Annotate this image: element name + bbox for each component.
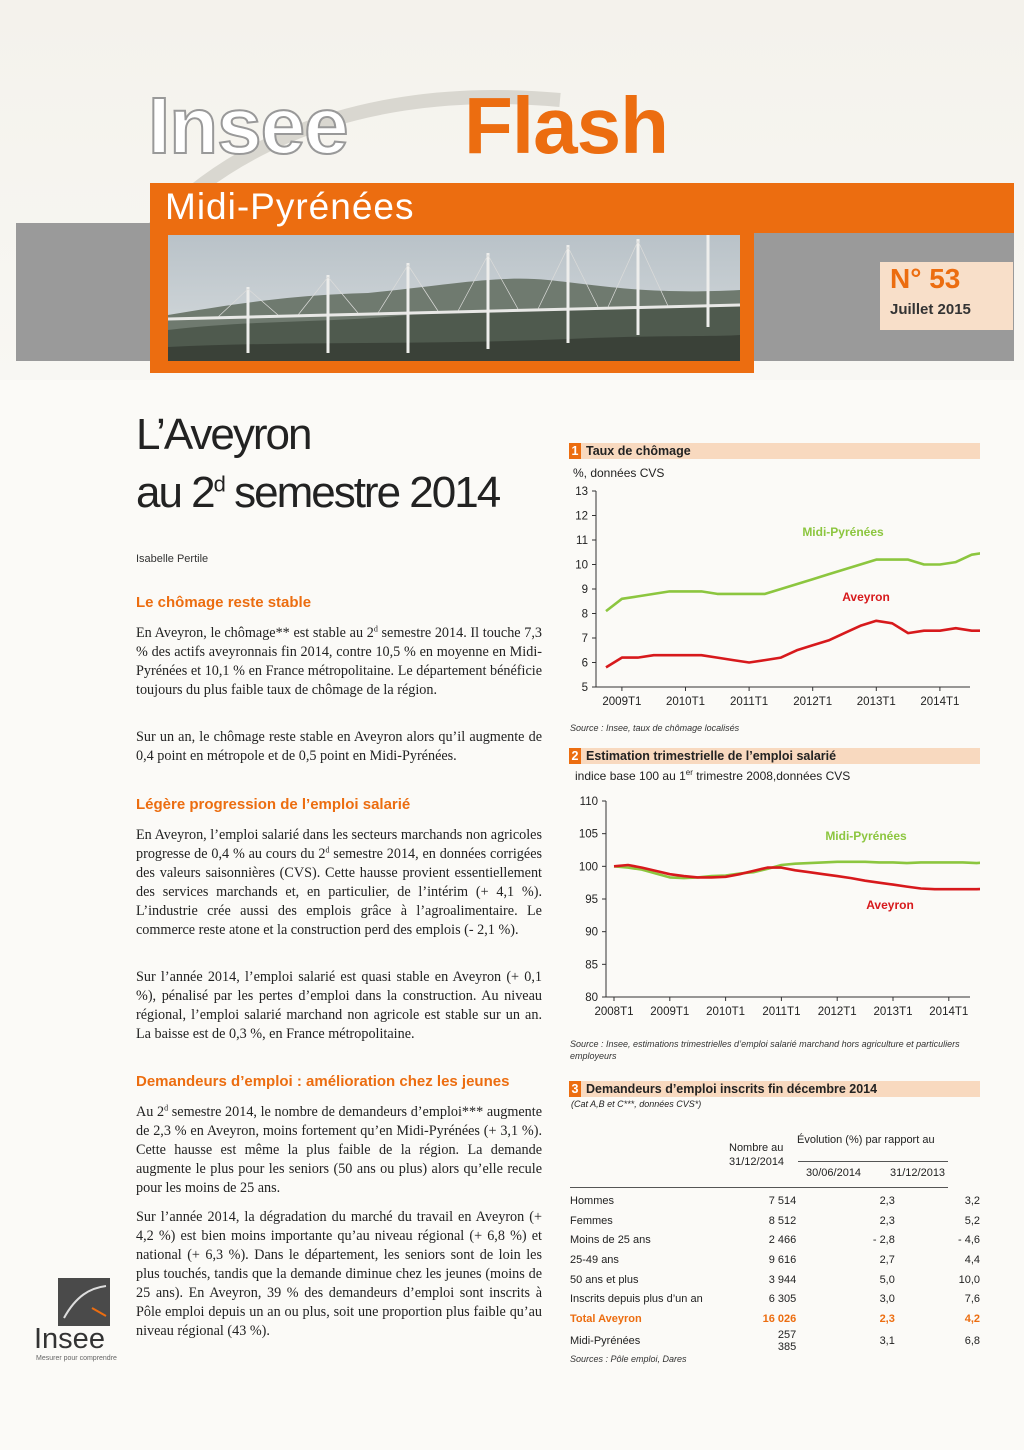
table-cell-v2: 7,6 [964, 1293, 980, 1306]
y-tick-label: 95 [585, 894, 598, 906]
table-row [570, 1270, 980, 1290]
title-sup: d [213, 471, 224, 497]
article-title-line2 [136, 468, 499, 518]
unit-part: trimestre 2008,données CVS [692, 769, 851, 783]
table-cell-v2: 6,8 [964, 1334, 980, 1347]
x-tick-label: 2010T1 [665, 696, 706, 708]
col-header-evol: Évolution (%) par rapport au [797, 1134, 935, 1146]
figure-number: 1 [569, 443, 581, 459]
table-cell-label: Midi-Pyrénées [570, 1334, 641, 1347]
figure3-source: Sources : Pôle emploi, Dares [570, 1354, 687, 1364]
table-cell-count: 9 616 [768, 1253, 797, 1266]
table-row [570, 1289, 980, 1309]
table-cell-v1: 5,0 [879, 1273, 895, 1286]
y-tick-label: 8 [581, 608, 588, 621]
figure3-heading [569, 1081, 980, 1097]
table-cell-count: 16 026 [762, 1312, 797, 1325]
x-tick-label: 2012T1 [793, 696, 833, 708]
table-row [570, 1309, 980, 1329]
ordinal-sup: d [164, 1103, 169, 1113]
table-row [570, 1230, 980, 1250]
insee-logo-mark [58, 1278, 110, 1326]
x-tick-label: 2009T1 [602, 696, 642, 708]
x-tick-label: 2012T1 [817, 1006, 857, 1018]
table-cell-v2: 4,2 [964, 1312, 980, 1325]
y-tick-label: 12 [575, 510, 588, 523]
y-tick-label: 10 [575, 559, 588, 572]
issue-date: Juillet 2015 [890, 301, 971, 318]
table-cell-count: 257 385 [777, 1328, 797, 1353]
figure1-source: Source : Insee, taux de chômage localisés [570, 723, 740, 733]
table-cell-v2: - 4,6 [957, 1234, 980, 1247]
paragraph: Sur l’année 2014, l’emploi salarié est quasi stable en Aveyron (+ 0,1 %), pénalisé par les pertes d’emploi dans la construction. Au niveau régional, l’emploi salarié marchand non agricole est stable sur un an. La baisse est de 0,3 %, en France métropolitaine. [136, 969, 542, 1042]
region-name: Midi-Pyrénées [165, 186, 415, 227]
series-label: Aveyron [866, 898, 914, 912]
x-tick-label: 2010T1 [706, 1006, 746, 1018]
paragraph: En Aveyron, l’emploi salarié dans les secteurs marchands non agricoles progresse de 0,4 % au cours du 2$^d$ semestre 2014, en données corrigées des valeurs saisonnières (CVS). Cette hausse provient essentiellement des services marchands et, en particulier, de l’intérim (+ 4,1 %). L’industrie crée aussi des emplois grâce à l’agroalimentaire. Le commerce reste atone et la construction perd des emplois (- 2,1 %). [136, 827, 543, 938]
ordinal-sup: d [373, 624, 378, 634]
table-row [570, 1211, 980, 1231]
table-cell-label: 50 ans et plus [570, 1273, 639, 1286]
table-cell-v1: 2,3 [879, 1194, 895, 1207]
y-tick-label: 110 [579, 796, 598, 808]
figure-title: Estimation trimestrielle de l’emploi salarié [586, 749, 837, 763]
figure2-unit [575, 769, 850, 783]
x-tick-label: 2014T1 [920, 696, 960, 708]
table-cell-v2: 4,4 [964, 1253, 980, 1266]
table-cell-count: 7 514 [768, 1194, 797, 1207]
x-tick-label: 2013T1 [856, 696, 896, 708]
section-heading: Légère progression de l’emploi salarié [136, 796, 411, 813]
table-cell-label: Inscrits depuis plus d’un an [570, 1293, 703, 1306]
section-heading: Le chômage reste stable [136, 594, 312, 611]
insee-logo-text: Insee [34, 1323, 105, 1355]
figure2-source: Source : Insee, estimations trimestrielles d’emploi salarié marchand hors agriculture et particuliers employeurs [570, 1039, 960, 1061]
employment-chart [560, 788, 980, 1030]
table-cell-label: Hommes [570, 1194, 615, 1207]
section-heading: Demandeurs d’emploi : amélioration chez les jeunes [136, 1073, 510, 1090]
y-tick-label: 13 [575, 486, 588, 498]
series-line-midi-pyr-n-es [606, 552, 980, 611]
figure1-unit: %, données CVS [573, 466, 665, 480]
table-cell-count: 3 944 [768, 1273, 797, 1286]
col-header-date1: 30/06/2014 [806, 1167, 862, 1179]
figure1-heading [569, 443, 980, 459]
table-cell-v1: 2,3 [879, 1312, 895, 1325]
figure-title: Taux de chômage [586, 444, 691, 458]
issue-number: N° 53 [890, 263, 961, 294]
x-tick-label: 2011T1 [730, 696, 769, 708]
title-part: semestre 2014 [223, 468, 500, 517]
title-part: au 2 [136, 468, 214, 517]
series-label: Midi-Pyrénées [825, 829, 907, 843]
table-cell-v1: 2,3 [879, 1214, 895, 1227]
unit-sup: er [685, 768, 693, 777]
y-tick-label: 105 [578, 828, 598, 841]
y-tick-label: 11 [576, 535, 588, 547]
article-title-line1: L’Aveyron [136, 410, 311, 459]
y-tick-label: 6 [581, 657, 588, 670]
y-tick-label: 100 [578, 861, 598, 874]
table-cell-v2: 10,0 [958, 1273, 980, 1286]
table-cell-label: Total Aveyron [570, 1312, 642, 1325]
paragraph: Sur un an, le chômage reste stable en Aveyron alors qu’il augmente de 0,4 point en métropole et de 0,5 point en Midi-Pyrénées. [136, 729, 542, 764]
table-cell-v1: 2,7 [879, 1253, 895, 1266]
col-header-count: Nombre au 31/12/2014 [729, 1142, 785, 1168]
table-cell-count: 2 466 [768, 1234, 797, 1247]
x-tick-label: 2011T1 [762, 1006, 801, 1018]
figure2-heading [569, 748, 980, 764]
table-row [570, 1191, 980, 1211]
table-cell-v2: 3,2 [964, 1194, 980, 1207]
x-tick-label: 2008T1 [594, 1006, 634, 1018]
insee-logo-tagline: Mesurer pour comprendre [36, 1355, 117, 1362]
x-tick-label: 2013T1 [873, 1006, 913, 1018]
table-cell-label: Femmes [570, 1214, 613, 1227]
y-tick-label: 80 [585, 992, 598, 1004]
col-header-date2: 31/12/2013 [890, 1167, 946, 1179]
unit-part: indice base 100 au 1 [575, 769, 686, 783]
series-label: Midi-Pyrénées [802, 525, 884, 539]
paragraph: Sur l’année 2014, la dégradation du marché du travail en Aveyron (+ 4,2 %) est bien moins importante qu’au niveau régional (+ 6,8 %) et national (+ 6,3 %). Dans le département, les seniors sont de loin les plus touchés, tandis que la demande diminue chez les jeunes (moins de 25 ans). En Aveyron, 39 % des demandeurs d’emploi sont inscrits à Pôle emploi depuis un an ou plus, soit une proportion plus faible qu’au niveau régional (43 %). [136, 1209, 542, 1339]
header-rule [798, 1161, 948, 1162]
table-cell-v1: 3,0 [879, 1293, 895, 1306]
x-tick-label: 2009T1 [650, 1006, 690, 1018]
figure-number: 3 [569, 1081, 581, 1097]
series-line-aveyron [606, 621, 980, 668]
y-tick-label: 9 [581, 584, 588, 596]
viaduct-photo [168, 235, 740, 361]
y-tick-label: 7 [581, 633, 588, 645]
ordinal-sup: d [325, 845, 330, 855]
y-tick-label: 85 [585, 959, 598, 972]
table-cell-count: 8 512 [768, 1214, 797, 1227]
y-tick-label: 5 [581, 682, 588, 694]
y-tick-label: 90 [585, 926, 598, 939]
table-row [570, 1250, 980, 1270]
table-cell-label: 25-49 ans [570, 1253, 619, 1266]
table-cell-v1: 3,1 [879, 1334, 895, 1347]
author: Isabelle Pertile [136, 553, 209, 565]
table-cell-label: Moins de 25 ans [570, 1234, 651, 1247]
series-label: Aveyron [842, 590, 890, 604]
figure3-subtitle: (Cat A,B et C***, données CVS*) [571, 1099, 702, 1109]
table-cell-v2: 5,2 [964, 1214, 980, 1227]
figure3-table [570, 1191, 980, 1353]
header-rule [570, 1187, 948, 1188]
paragraph: En Aveyron, le chômage** est stable au 2$^d$ semestre 2014. Il touche 7,3 % des actifs aveyronnais fin 2014, contre 10,5 % en moyenne en Midi-Pyrénées et 10,1 % en France métropolitaine. Le département bénéficie toujours du plus faible taux de chômage de la région. [136, 624, 542, 698]
figure-title: Demandeurs d’emploi inscrits fin décembre 2014 [586, 1082, 878, 1096]
unemployment-chart [560, 478, 980, 718]
paragraph: Au 2$^d$ semestre 2014, le nombre de demandeurs d’emploi*** augmente de 2,3 % en Aveyron, moins fortement qu’en Midi-Pyrénées (+ 3,1 %). Cette hausse est même la plus faible de la région. La demande augmente le plus pour les seniors (50 ans ou plus) alors qu’elle recule pour les moins de 25 ans. [136, 1103, 543, 1196]
table-cell-v1: - 2,8 [872, 1234, 895, 1247]
table-row [570, 1329, 980, 1353]
table-cell-count: 6 305 [768, 1293, 797, 1306]
brand-insee: Insee [148, 81, 348, 170]
x-tick-label: 2014T1 [929, 1006, 969, 1018]
brand-flash: Flash [464, 81, 668, 170]
figure-number: 2 [569, 748, 581, 764]
